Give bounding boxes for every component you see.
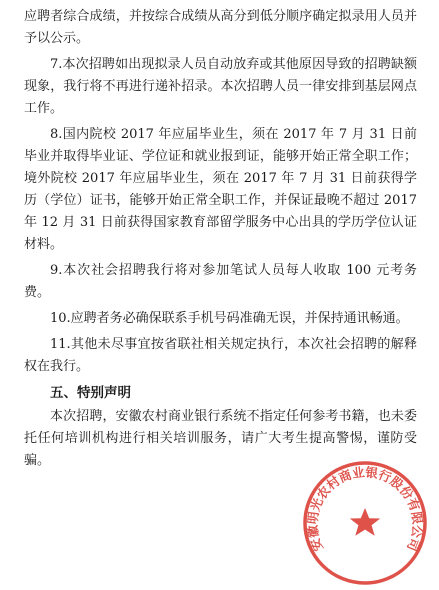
seal-text: 安徽明光农村商业银行股份有限公司	[304, 464, 426, 554]
paragraph-continued: 应聘者综合成绩，并按综合成绩从高分到低分顺序确定拟录用人员并予以公示。	[24, 9, 417, 46]
paragraph-item-9: 9.本次社会招聘我行将对参加笔试人员每人收取 100 元考务费。	[24, 263, 417, 300]
closing-paragraph: 本次招聘，安徽农村商业银行系统不指定任何参考书籍，也未委托任何培训机构进行相关培训服务，请广大考生提高警惕，谨防受骗。	[24, 409, 417, 468]
paragraph-item-8: 8.国内院校 2017 年应届毕业生，须在 2017 年 7 月 31 日前毕业并取得毕业证、学位证和就业报到证，能够开始正常全职工作；境外院校 2017 年应届毕业生，须在 2017 年 7 月 31 日前获得学历（学位）证书，能够开始正常全职工作，并保证最晚不超过 2017 年 12 月 31 日前获得国家教育部留学服务中心出具的学历学位认证材料。	[24, 127, 417, 252]
section-heading: 五、特别声明	[50, 385, 131, 401]
paragraph-item-10: 10.应聘者务必确保联系手机号码准确无误，并保持通讯畅通。	[50, 311, 409, 326]
seal-star-icon	[350, 508, 380, 536]
paragraph-item-11: 11.其他未尽事宜按省联社相关规定执行，本次社会招聘的解释权在我行。	[24, 337, 417, 374]
paragraph-item-7: 7.本次招聘如出现拟录人员自动放弃或其他原因导致的招聘缺额现象，我行将不再进行递补招录。本次招聘人员一律安排到基层网点工作。	[24, 57, 417, 116]
official-seal-stamp	[300, 458, 430, 588]
